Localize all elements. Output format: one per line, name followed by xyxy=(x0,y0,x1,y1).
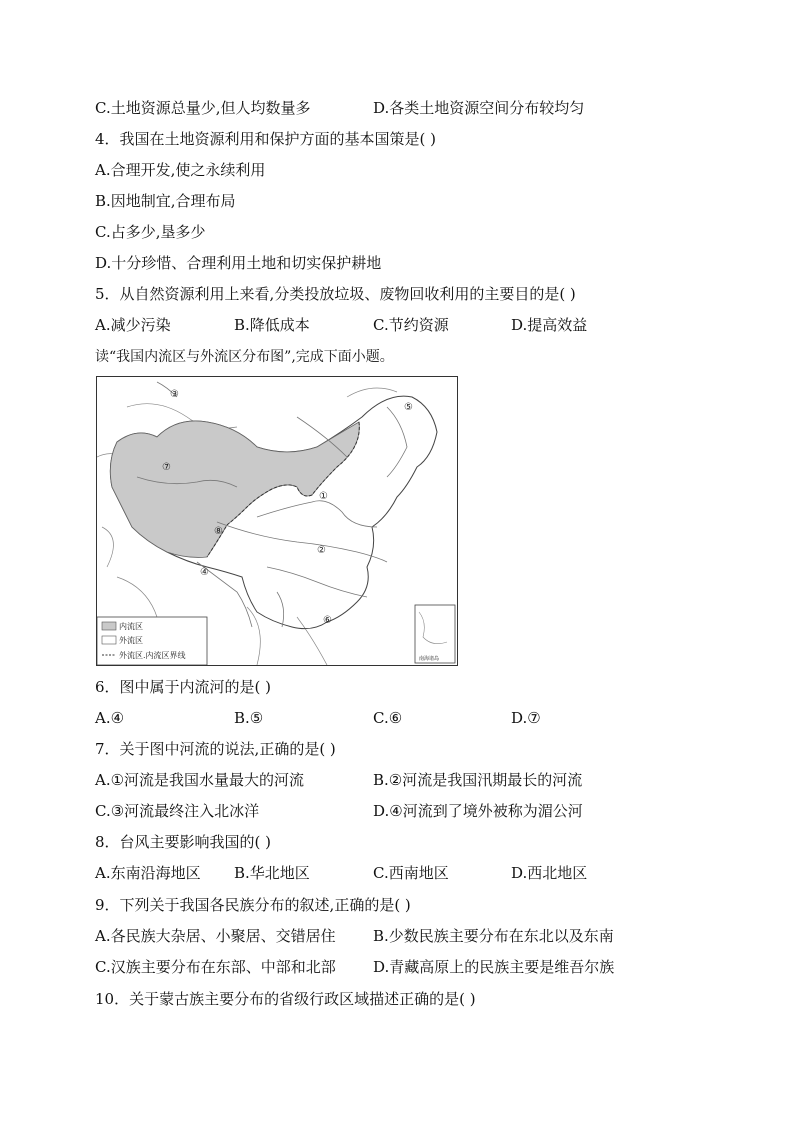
legend-swatch-outflow xyxy=(102,636,116,644)
inset-label: 南海诸岛 xyxy=(419,656,440,662)
q9-option-a: A.各民族大杂居、小聚居、交错居住 xyxy=(95,927,336,945)
q9-option-c: C.汉族主要分布在东部、中部和北部 xyxy=(95,958,336,976)
q7-option-a: A.①河流是我国水量最大的河流 xyxy=(95,771,305,789)
q5-option-a: A.减少污染 xyxy=(95,316,171,334)
river-label-5: ⑤ xyxy=(404,402,413,413)
q7-option-c: C.③河流最终注入北冰洋 xyxy=(95,802,260,820)
q6-option-a: A.④ xyxy=(95,709,125,727)
q4-option-a: A.合理开发,使之永续利用 xyxy=(95,161,266,179)
map-svg xyxy=(97,377,457,665)
river-label-4: ④ xyxy=(200,567,209,578)
q3-option-d: D.各类土地资源空间分布较均匀 xyxy=(373,99,585,117)
legend-swatch-inland xyxy=(102,622,116,630)
map-legend xyxy=(97,617,207,665)
river-label-3: ③ xyxy=(170,389,179,400)
china-drainage-map xyxy=(96,376,458,666)
legend-outflow: 外流区 xyxy=(119,636,143,645)
q7-stem: 7．关于图中河流的说法,正确的是( ) xyxy=(95,740,336,758)
q5-option-d: D.提高效益 xyxy=(511,316,588,334)
q9-stem: 9．下列关于我国各民族分布的叙述,正确的是( ) xyxy=(95,896,411,914)
q5-stem: 5．从自然资源利用上来看,分类投放垃圾、废物回收利用的主要目的是( ) xyxy=(95,285,576,303)
river-label-2: ② xyxy=(317,545,326,556)
q3-option-c: C.土地资源总量少,但人均数量多 xyxy=(95,99,311,117)
q7-option-d: D.④河流到了境外被称为湄公河 xyxy=(373,802,583,820)
legend-inland: 内流区 xyxy=(119,622,143,631)
q4-option-d: D.十分珍惜、合理利用土地和切实保护耕地 xyxy=(95,254,382,272)
q4-option-b: B.因地制宜,合理布局 xyxy=(95,192,236,210)
q9-option-d: D.青藏高原上的民族主要是维吾尔族 xyxy=(373,958,615,976)
q8-option-b: B.华北地区 xyxy=(234,864,310,882)
q6-option-b: B.⑤ xyxy=(234,709,264,727)
river-label-8: ⑧ xyxy=(214,526,223,537)
q7-option-b: B.②河流是我国汛期最长的河流 xyxy=(373,771,583,789)
river-label-6: ⑥ xyxy=(323,615,332,626)
q8-stem: 8．台风主要影响我国的( ) xyxy=(95,833,272,851)
q8-option-c: C.西南地区 xyxy=(373,864,449,882)
inland-drainage-area xyxy=(110,421,359,557)
q6-stem: 6．图中属于内流河的是( ) xyxy=(95,678,272,696)
river-label-1: ① xyxy=(319,491,328,502)
q4-stem: 4．我国在土地资源利用和保护方面的基本国策是( ) xyxy=(95,130,437,148)
q6-option-c: C.⑥ xyxy=(373,709,403,727)
legend-boundary: 外流区.内流区界线 xyxy=(119,651,186,660)
q8-option-d: D.西北地区 xyxy=(511,864,588,882)
q4-option-c: C.占多少,垦多少 xyxy=(95,223,206,241)
south-china-sea-inset xyxy=(415,605,455,663)
q9-option-b: B.少数民族主要分布在东北以及东南 xyxy=(373,927,614,945)
map-intro: 读“我国内流区与外流区分布图”,完成下面小题。 xyxy=(95,349,394,365)
q6-option-d: D.⑦ xyxy=(511,709,541,727)
q8-option-a: A.东南沿海地区 xyxy=(95,864,201,882)
q10-stem: 10．关于蒙古族主要分布的省级行政区域描述正确的是( ) xyxy=(95,990,476,1008)
river-label-7: ⑦ xyxy=(162,462,171,473)
q5-option-b: B.降低成本 xyxy=(234,316,310,334)
q5-option-c: C.节约资源 xyxy=(373,316,449,334)
